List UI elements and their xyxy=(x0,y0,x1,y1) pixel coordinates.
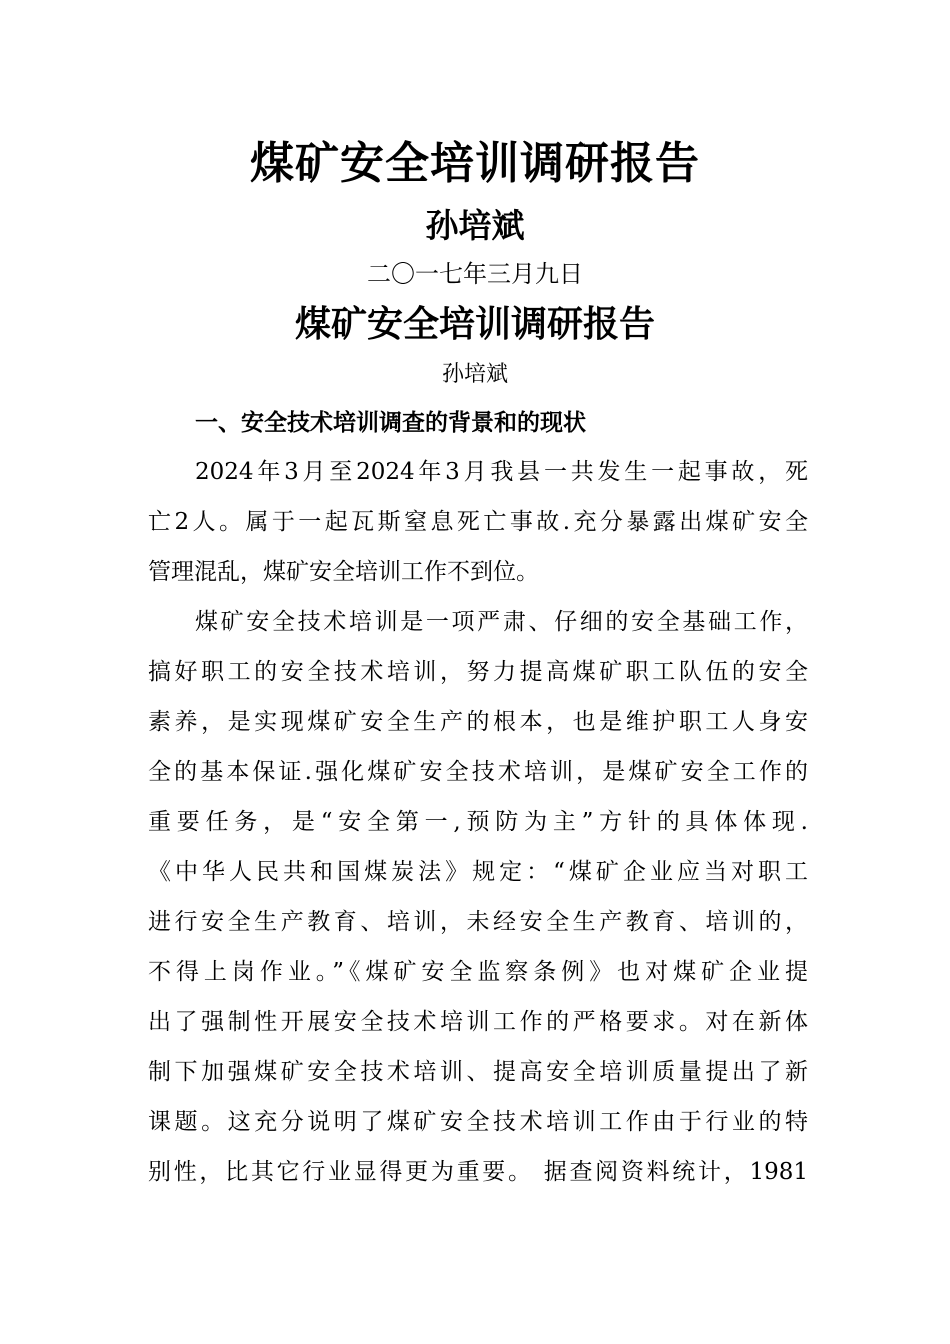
report-author: 孙培斌 xyxy=(441,362,508,387)
report-title: 煤矿安全培训调研报告 xyxy=(294,303,655,345)
body-line: 搞好职工的安全技术培训，努力提高煤矿职工队伍的安全 xyxy=(148,659,808,685)
body-line: 不得上岗作业。”《煤矿安全监察条例》也对煤矿企业提 xyxy=(148,959,808,985)
body-line: 《中华人民共和国煤炭法》规定：“煤矿企业应当对职工 xyxy=(148,859,808,885)
body-line: 亡2人。属于一起瓦斯窒息死亡事故.充分暴露出煤矿安全 xyxy=(148,509,808,535)
cover-date: 二〇一七年三月九日 xyxy=(367,260,583,288)
body-line: 制下加强煤矿安全技术培训、提高安全培训质量提出了新 xyxy=(148,1059,808,1085)
body-line: 别性，比其它行业显得更为重要。 据查阅资料统计，1981 xyxy=(148,1159,808,1185)
cover-title: 煤矿安全培训调研报告 xyxy=(250,138,700,189)
body-line: 2024年3月至2024年3月我县一共发生一起事故，死 xyxy=(195,459,808,485)
body-line: 重要任务，是“安全第一,预防为主”方针的具体体现. xyxy=(148,809,808,835)
body-line: 出了强制性开展安全技术培训工作的严格要求。对在新体 xyxy=(148,1009,808,1035)
section-heading: 一、安全技术培训调查的背景和的现状 xyxy=(195,409,586,436)
body-line: 全的基本保证.强化煤矿安全技术培训，是煤矿安全工作的 xyxy=(148,759,808,785)
body-line: 煤矿安全技术培训是一项严肃、仔细的安全基础工作， xyxy=(195,609,808,635)
cover-author: 孙培斌 xyxy=(425,206,525,245)
body-line: 进行安全生产教育、培训，未经安全生产教育、培训的， xyxy=(148,909,808,935)
body-line: 素养，是实现煤矿安全生产的根本，也是维护职工人身安 xyxy=(148,709,808,735)
body-line: 课题。这充分说明了煤矿安全技术培训工作由于行业的特 xyxy=(148,1109,808,1135)
body-line: 管理混乱，煤矿安全培训工作不到位。 xyxy=(148,559,539,585)
